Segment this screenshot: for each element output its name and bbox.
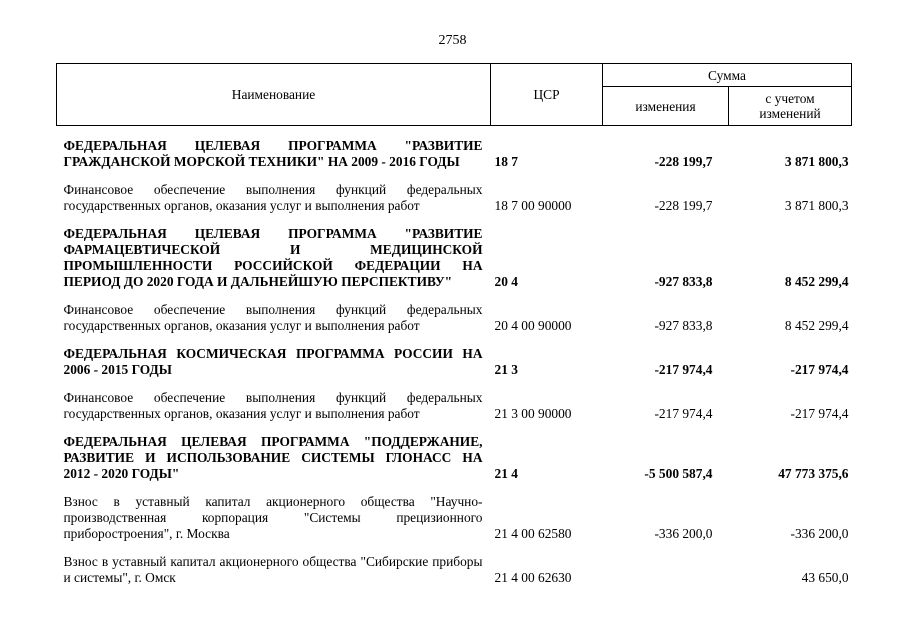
row-name-line: Взнос в уставный капитал акционерного общества "Сибирские: [63, 554, 429, 569]
row-name-line: 2012 - 2020 ГОДЫ": [63, 466, 180, 481]
row-total: 43 650,0: [801, 570, 849, 585]
row-name: [57, 554, 491, 586]
item-row: [57, 302, 852, 334]
row-name-line: РАЗВИТИЕ И ИСПОЛЬЗОВАНИЕ СИСТЕМЫ ГЛОНАСС НА: [63, 450, 483, 465]
row-spacer-cell: [57, 542, 852, 554]
row-total: 47 773 375,6: [778, 466, 849, 481]
row-spacer: [57, 126, 852, 139]
row-name-line: приборостроения", г. Москва: [63, 526, 230, 541]
row-code: 21 4 00 62580: [494, 526, 572, 541]
row-name-line: ФЕДЕРАЛЬНАЯ ЦЕЛЕВАЯ ПРОГРАММА "ПОДДЕРЖАНИЕ,: [63, 434, 483, 449]
row-name-line: Финансовое обеспечение выполнения функций федеральных: [63, 302, 483, 317]
header-code: ЦСР: [491, 64, 603, 126]
row-name-line: приборы и системы", г. Омск: [63, 554, 483, 585]
header-sum: Сумма: [603, 64, 852, 87]
item-row: [57, 494, 852, 542]
row-name-line: государственных органов, оказания услуг и выполнения работ: [63, 198, 420, 213]
row-name: [57, 302, 491, 334]
row-total: 8 452 299,4: [784, 274, 849, 289]
row-code: 20 4 00 90000: [494, 318, 572, 333]
row-name-line: государственных органов, оказания услуг и выполнения работ: [63, 318, 420, 333]
row-spacer-cell: [57, 290, 852, 302]
row-name-line: производственная корпорация "Системы прецизионного: [63, 510, 483, 525]
row-spacer-cell: [57, 482, 852, 494]
header-changes: изменения: [603, 87, 729, 126]
row-name-line: ФЕДЕРАЛЬНАЯ ЦЕЛЕВАЯ ПРОГРАММА "РАЗВИТИЕ: [63, 226, 483, 241]
row-name-line: Финансовое обеспечение выполнения функций федеральных: [63, 390, 483, 405]
row-change: -927 833,8: [654, 274, 713, 289]
row-name: [57, 346, 491, 378]
row-code: 18 7 00 90000: [494, 198, 572, 213]
item-row: [57, 554, 852, 586]
row-spacer-cell: [57, 334, 852, 346]
table-header: [57, 64, 852, 126]
row-name-line: ПРОМЫШЛЕННОСТИ РОССИЙСКОЙ ФЕДЕРАЦИИ НА: [63, 258, 483, 273]
row-name: [57, 226, 491, 290]
row-change: -228 199,7: [654, 198, 713, 213]
table-body: [57, 126, 852, 587]
header-total-line2: изменений: [759, 106, 821, 121]
row-change: -228 199,7: [654, 154, 713, 169]
row-spacer: [57, 290, 852, 302]
row-total: 3 871 800,3: [784, 198, 849, 213]
row-name: [57, 390, 491, 422]
page-number: 2758: [438, 33, 467, 48]
row-spacer-cell: [57, 378, 852, 390]
item-row: [57, 182, 852, 214]
row-change: -5 500 587,4: [644, 466, 713, 481]
row-name-line: Взнос в уставный капитал акционерного общества "Научно-: [63, 494, 483, 509]
row-spacer-cell: [57, 170, 852, 182]
header-name: Наименование: [57, 64, 491, 126]
row-code: 18 7: [494, 154, 518, 169]
row-name-line: государственных органов, оказания услуг и выполнения работ: [63, 406, 420, 421]
row-spacer: [57, 482, 852, 494]
row-name-line: ГРАЖДАНСКОЙ МОРСКОЙ ТЕХНИКИ" НА 2009 - 2016 ГОДЫ: [63, 154, 460, 169]
row-name-line: Финансовое обеспечение выполнения функций федеральных: [63, 182, 483, 197]
row-name-line: ПЕРИОД ДО 2020 ГОДА И ДАЛЬНЕЙШУЮ ПЕРСПЕКТИВУ": [63, 274, 453, 289]
row-name-line: ФАРМАЦЕВТИЧЕСКОЙ И МЕДИЦИНСКОЙ: [63, 242, 483, 257]
row-name: [57, 434, 491, 482]
row-spacer: [57, 542, 852, 554]
row-spacer: [57, 214, 852, 226]
row-code: 21 3: [494, 362, 518, 377]
row-spacer-cell: [57, 214, 852, 226]
row-spacer: [57, 334, 852, 346]
header-total: [729, 87, 852, 126]
program-row: [57, 346, 852, 378]
row-spacer-cell: [57, 126, 852, 139]
row-total: -217 974,4: [790, 362, 849, 377]
row-code: 21 3 00 90000: [494, 406, 572, 421]
program-row: [57, 434, 852, 482]
row-name-line: 2006 - 2015 ГОДЫ: [63, 362, 172, 377]
row-total: -336 200,0: [790, 526, 849, 541]
row-spacer: [57, 170, 852, 182]
row-change: [603, 554, 729, 586]
row-name: [57, 182, 491, 214]
row-change: -217 974,4: [654, 406, 713, 421]
row-name-line: ФЕДЕРАЛЬНАЯ КОСМИЧЕСКАЯ ПРОГРАММА РОССИИ НА: [63, 346, 483, 361]
row-total: -217 974,4: [790, 406, 849, 421]
row-spacer-cell: [57, 422, 852, 434]
row-code: 21 4 00 62630: [494, 570, 572, 585]
row-code: 20 4: [494, 274, 518, 289]
row-spacer: [57, 378, 852, 390]
row-name: [57, 138, 491, 170]
row-name: [57, 494, 491, 542]
row-change: -217 974,4: [654, 362, 713, 377]
row-code: 21 4: [494, 466, 518, 481]
item-row: [57, 390, 852, 422]
program-row: [57, 226, 852, 290]
header-total-line1: с учетом: [765, 91, 815, 106]
row-change: -927 833,8: [654, 318, 713, 333]
program-row: [57, 138, 852, 170]
row-name-line: ФЕДЕРАЛЬНАЯ ЦЕЛЕВАЯ ПРОГРАММА "РАЗВИТИЕ: [63, 138, 483, 153]
budget-table: [56, 63, 852, 586]
row-total: 8 452 299,4: [784, 318, 849, 333]
row-change: -336 200,0: [654, 526, 713, 541]
row-total: 3 871 800,3: [784, 154, 849, 169]
row-spacer: [57, 422, 852, 434]
